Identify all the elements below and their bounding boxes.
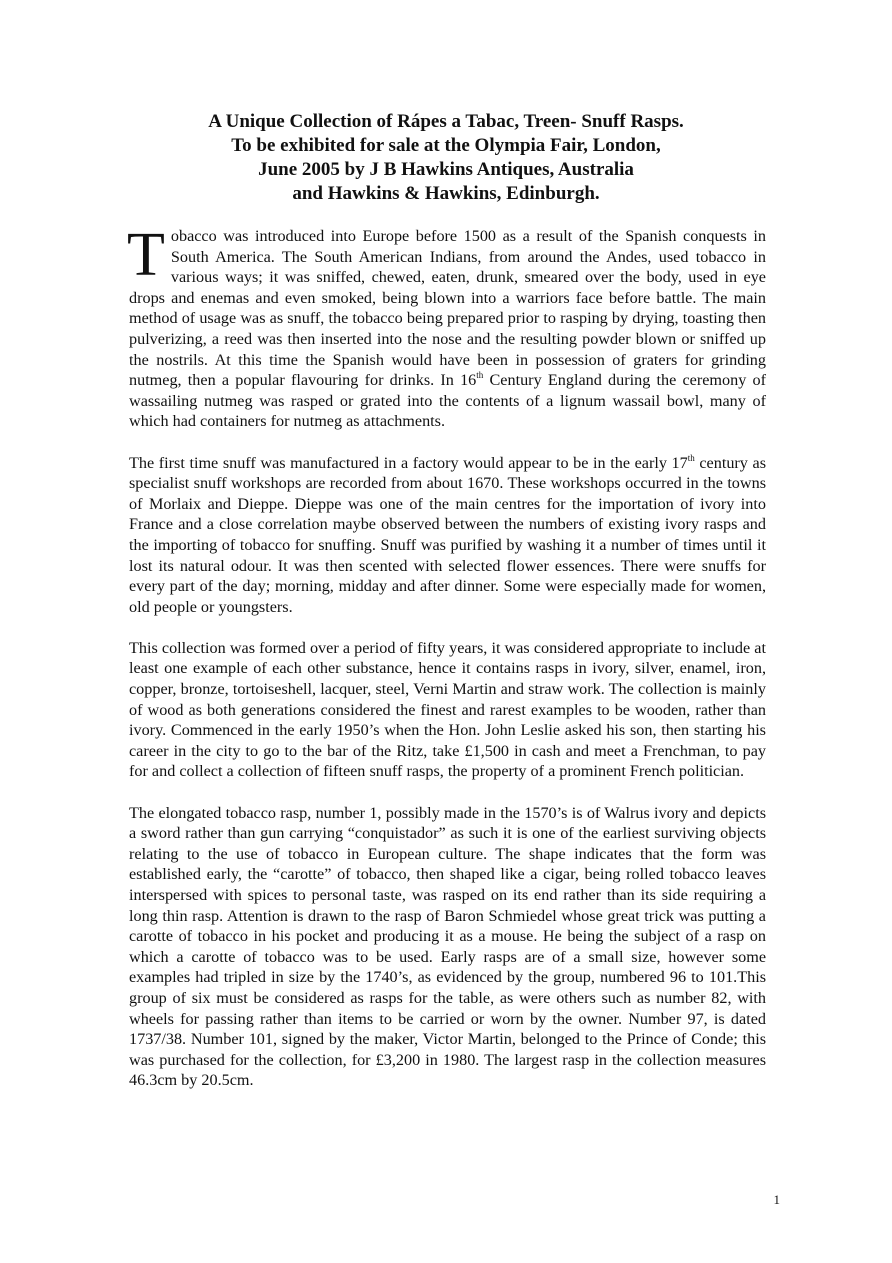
paragraph-1 — [127, 221, 766, 432]
title-line-3: June 2005 by J B Hawkins Antiques, Australia — [258, 159, 634, 180]
document-title — [120, 110, 772, 206]
superscript-th: th — [687, 452, 695, 463]
title-line-2: To be exhibited for sale at the Olympia Fair, London, — [231, 135, 661, 156]
title-line-1: A Unique Collection of Rápes a Tabac, Treen- Snuff Rasps. — [208, 111, 684, 132]
paragraph-2-text-a: The first time snuff was manufactured in a factory would appear to be in the early 17 — [129, 453, 688, 472]
paragraph-2 — [129, 453, 766, 618]
title-line-4: and Hawkins & Hawkins, Edinburgh. — [292, 183, 600, 204]
drop-cap: T — [127, 221, 165, 289]
superscript-th: th — [476, 370, 484, 381]
paragraph-3: This collection was formed over a period of fifty years, it was considered appropriate to include at least one example of each other substance, hence it contains rasps in ivory, silver, enamel, iron, copper, bronze, tortoiseshell, lacquer, steel, Verni Martin and straw work. The collection is mainly of wood as both generations considered the finest and rarest examples to be wooden, rather than ivory. Commenced in the early 1950’s when the Hon. John Leslie asked his son, then starting his career in the city to go to the bar of the Ritz, take £1,500 in cash and meet a Frenchman, to pay for and collect a collection of fifteen snuff rasps, the property of a prominent French politician. — [129, 638, 766, 781]
document-body — [127, 221, 766, 1112]
page-number: 1 — [773, 1192, 780, 1207]
paragraph-2-text-b: century as specialist snuff workshops are recorded from about 1670. These workshops occurred in the towns of Morlaix and Dieppe. Dieppe was one of the main centres for the importation of ivory into France and a close correlation maybe observed between the numbers of existing ivory rasps and the importing of tobacco for snuffing. Snuff was purified by washing it a number of times until it lost its natural odour. It was then scented with selected flower essences. There were snuffs for every part of the day; morning, midday and after dinner. Some were especially made for women, old people or youngsters. — [129, 453, 766, 616]
paragraph-1-text-b: Century England during the ceremony of wassailing nutmeg was rasped or grated into the contents of a lignum wassail bowl, many of which had containers for nutmeg as attachments. — [129, 371, 766, 431]
paragraph-1-text-a: obacco was introduced into Europe before 1500 as a result of the Spanish conquests in South America. The South American Indians, from around the Andes, used tobacco in various ways; it was sniffed, chewed, eaten, drunk, smeared over the body, used in eye drops and enemas and even smoked, being blown into a warriors face before battle. The main method of usage was as snuff, the tobacco being prepared prior to rasping by drying, toasting then pulverizing, a reed was then inserted into the nose and the resulting powder blown or sniffed up the nostrils. At this time the Spanish would have been in possession of graters for grinding nutmeg, then a popular flavouring for drinks. In 16 — [129, 227, 766, 390]
paragraph-4: The elongated tobacco rasp, number 1, possibly made in the 1570’s is of Walrus ivory and depicts a sword rather than gun carrying “conquistador” as such it is one of the earliest surviving objects relating to the use of tobacco in European culture. The shape indicates that the form was established early, the “carotte” of tobacco, then shaped like a cigar, being rolled tobacco leaves interspersed with spices to personal taste, was rasped on its end rather than its side requiring a long thin rasp. Attention is drawn to the rasp of Baron Schmiedel whose great trick was putting a carotte of tobacco in his pocket and producing it as a mouse. He being the subject of a rasp on which a carotte of tobacco was to be used. Early rasps are of a small size, however some examples had tripled in size by the 1740’s, as evidenced by the group, numbered 96 to 101.This group of six must be considered as rasps for the table, as were others such as number 82, with wheels for passing rather than items to be carried or worn by the owner. Number 97, is dated 1737/38. Number 101, signed by the maker, Victor Martin, belonged to the Prince of Conde; this was purchased for the collection, for £3,200 in 1980. The largest rasp in the collection measures 46.3cm by 20.5cm. — [129, 803, 766, 1090]
